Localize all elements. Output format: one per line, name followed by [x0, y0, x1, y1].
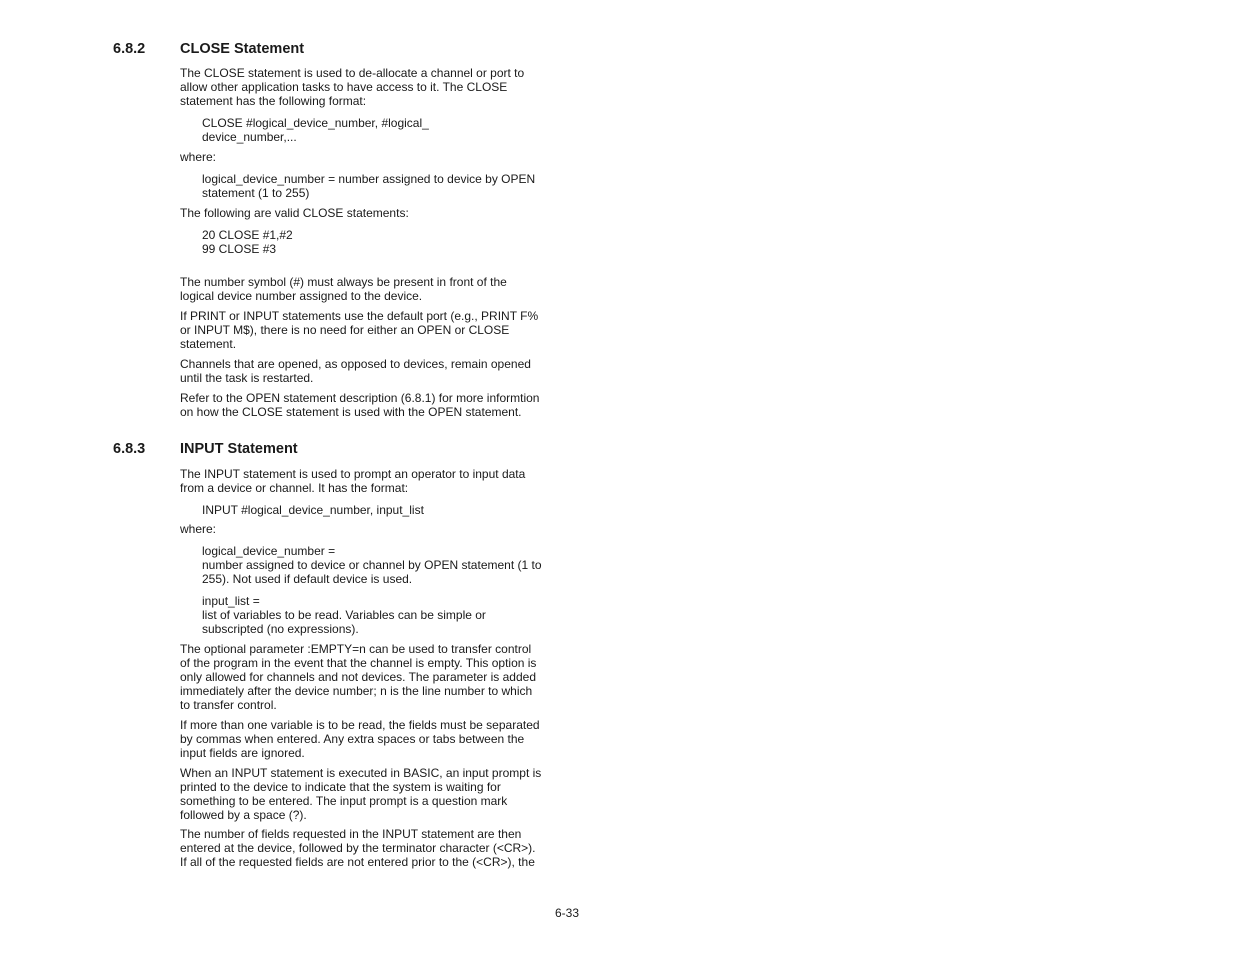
syntax-block: INPUT #logical_device_number, input_list: [202, 503, 424, 517]
paragraph: If PRINT or INPUT statements use the default port (e.g., PRINT F% or INPUT M$), there is no need for either an OPEN or CLOSE statement.: [180, 309, 539, 351]
paragraph: Refer to the OPEN statement description (6.8.1) for more informtion on how the CLOSE statement is used with the OPEN statement.: [180, 391, 540, 419]
parameter-definition: logical_device_number = number assigned to device or channel by OPEN statement (1 to 255). Not used if default device is used.: [202, 544, 542, 586]
parameter-definition: logical_device_number = number assigned to device by OPEN statement (1 to 255): [202, 172, 536, 200]
paragraph: The CLOSE statement is used to de-allocate a channel or port to allow other application tasks to have access to it. The CLOSE statement has the following format:: [180, 66, 525, 108]
section-title: CLOSE Statement: [180, 41, 305, 57]
section-heading-close: [113, 40, 304, 58]
paragraph: The following are valid CLOSE statements:: [180, 206, 409, 220]
parameter-definition: input_list = list of variables to be read. Variables can be simple or subscripted (no expressions).: [202, 594, 486, 636]
paragraph: The optional parameter :EMPTY=n can be used to transfer control of the program in the event that the channel is empty. This option is only allowed for channels and not devices. The parameter is added immediately after the device number; n is the line number to which to transfer control.: [180, 642, 537, 712]
paragraph: The number symbol (#) must always be present in front of the logical device number assigned to the device.: [180, 275, 507, 303]
paragraph: If more than one variable is to be read, the fields must be separated by commas when entered. Any extra spaces or tabs between the input fields are ignored.: [180, 718, 540, 760]
syntax-block: CLOSE #logical_device_number, #logical_ device_number,...: [202, 116, 429, 144]
paragraph: The number of fields requested in the INPUT statement are then entered at the device, followed by the terminator character (<CR>). If all of the requested fields are not entered prior to the (<CR>), the: [180, 827, 536, 869]
paragraph: When an INPUT statement is executed in BASIC, an input prompt is printed to the device to indicate that the system is waiting for something to be entered. The input prompt is a question mark followed by a space (?).: [180, 766, 542, 822]
code-example: 20 CLOSE #1,#2 99 CLOSE #3: [202, 228, 293, 256]
page-number: 6-33: [555, 906, 580, 920]
section-number: 6.8.2: [113, 41, 146, 57]
section-number: 6.8.3: [113, 441, 146, 457]
section-heading-input: [113, 440, 298, 458]
paragraph: where:: [180, 150, 217, 164]
paragraph: The INPUT statement is used to prompt an operator to input data from a device or channel. It has the format:: [180, 467, 526, 495]
paragraph: Channels that are opened, as opposed to devices, remain opened until the task is restarted.: [180, 357, 531, 385]
section-title: INPUT Statement: [180, 441, 298, 457]
paragraph: where:: [180, 522, 217, 536]
